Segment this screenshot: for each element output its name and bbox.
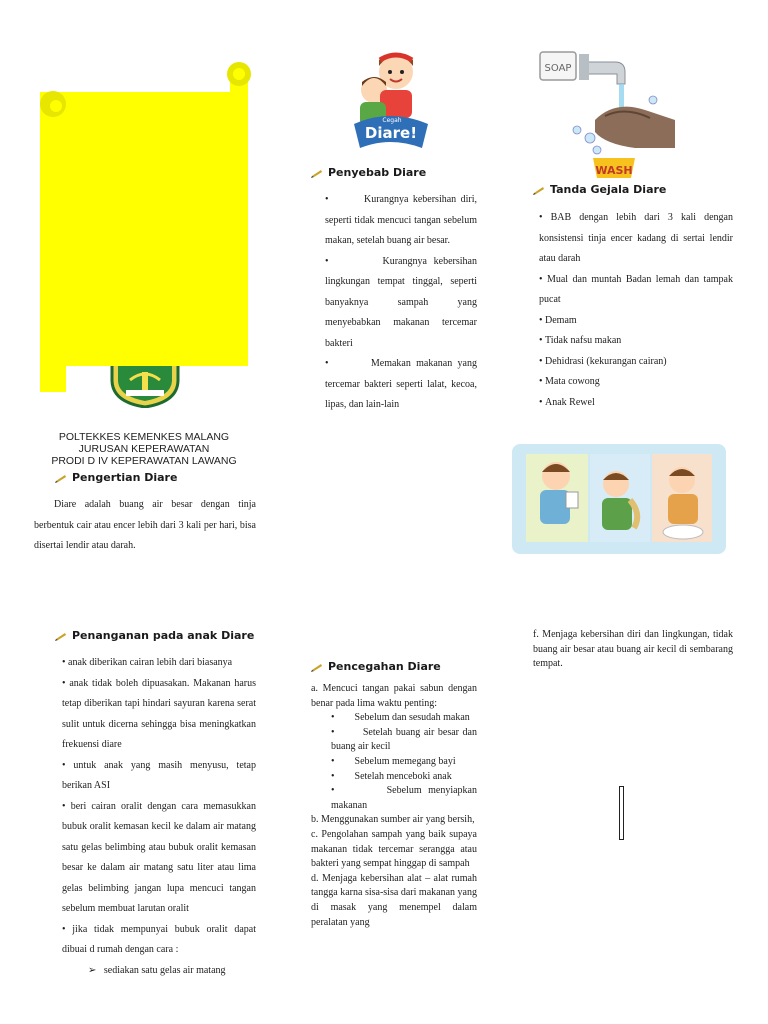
pen-icon: [533, 185, 545, 195]
sub-list-item: ➢ sediakan satu gelas air matang: [88, 964, 226, 976]
pengertian-text: Diare adalah buang air besar dengan tinja berbentuk cair atau encer lebih dari 3 kali per hari, bisa disertai lendir atau darah.: [34, 499, 256, 551]
penanganan-list: [62, 653, 256, 981]
logo-small-text: Cegah: [382, 117, 402, 124]
sick-child-illustration: [512, 444, 726, 554]
pencegahan-a: a. Mencuci tangan pakai sabun dengan benar pada lima waktu penting:: [311, 683, 477, 709]
penanganan-heading-text: Penanganan pada anak Diare: [72, 629, 255, 642]
pencegahan-heading-text: Pencegahan Diare: [328, 660, 441, 673]
pen-icon: [311, 168, 323, 178]
list-item: • Memakan makanan yang tercemar bakteri seperti lalat, kecoa, lipas, dan lain-lain: [325, 358, 477, 410]
pengertian-heading-text: Pengertian Diare: [72, 471, 178, 484]
penyebab-heading: [311, 166, 426, 179]
cegah-diare-logo: [340, 42, 440, 152]
list-item: • Setelah buang air besar dan buang air kecil: [331, 726, 477, 753]
penyebab-heading-text: Penyebab Diare: [328, 166, 427, 179]
gejala-heading: [533, 183, 666, 196]
list-item: • Sebelum memegang bayi: [331, 755, 456, 767]
pen-icon: [311, 662, 323, 672]
pen-icon: [55, 473, 67, 483]
list-item: • Dehidrasi (kekurangan cairan): [539, 355, 667, 367]
penanganan-heading: [55, 629, 254, 642]
list-item: • Mata cowong: [539, 376, 600, 387]
list-item: • Sebelum dan sesudah makan: [331, 712, 470, 724]
institution-line-2: JURUSAN KEPERAWATAN: [78, 443, 210, 455]
pencegahan-f: f. Menjaga kebersihan diri dan lingkungan, tidak buang air besar atau buang air kecil di sembarang tempat.: [533, 629, 733, 670]
pen-icon: [55, 631, 67, 641]
pencegahan-heading: [311, 660, 441, 673]
list-item: • Kurangnya kebersihan diri, seperti tidak mencuci tangan sebelum makan, setelah buang air besar.: [325, 194, 477, 246]
soap-label: SOAP: [544, 63, 572, 74]
penyebab-list: [325, 190, 477, 416]
list-item: • BAB dengan lebih dari 3 kali dengan konsistensi tinja encer kadang di sertai lendir atau darah: [539, 212, 733, 264]
list-item: • Demam: [539, 314, 577, 326]
list-item: • Mual dan muntah Badan lemah dan tampak pucat: [539, 273, 733, 305]
list-item: • beri cairan oralit dengan cara memasukkan bubuk oralit kemasan kecil ke dalam air matang satu gelas belimbing atau bubuk oralit kemasan besar ke dalam air matang satu liter atau lima gelas belimbing jangan lupa mencuci tangan sebelum membuat larutan oralit: [62, 800, 256, 914]
institution-line-3: PRODI D IV KEPERAWATAN LAWANG: [51, 455, 237, 467]
yellow-scroll-banner: [34, 62, 254, 398]
institution-line-1: POLTEKKES KEMENKES MALANG: [58, 431, 230, 443]
pencegahan-d: d. Menjaga kebersihan alat – alat rumah tangga karna sisa-sisa dari makanan yang di masak yang menempel dalam peralatan yang: [311, 872, 477, 928]
list-item: • anak diberikan cairan lebih dari biasanya: [62, 657, 233, 668]
list-item: • Setelah menceboki anak: [331, 770, 452, 782]
list-item: • Sebelum menyiapkan makanan: [331, 785, 477, 811]
pencegahan-b: b. Menggunakan sumber air yang bersih,: [311, 814, 475, 826]
text-cursor-box: [619, 786, 624, 840]
gejala-heading-text: Tanda Gejala Diare: [550, 183, 667, 196]
list-item: • untuk anak yang masih menyusu, tetap berikan ASI: [62, 759, 256, 791]
wash-label: WASH: [595, 164, 633, 177]
pencegahan-content: [311, 682, 477, 930]
list-item: • anak tidak boleh dipuasakan. Makanan harus tetap diberikan tapi hindari sayuran karena serat sulit untuk dicerna sehingga bisa meningkatkan frekuensi diare: [62, 677, 256, 750]
pengertian-heading: [55, 471, 177, 484]
handwash-illustration: [535, 40, 685, 180]
institution-block: [34, 431, 254, 467]
list-item: • Kurangnya kebersihan lingkungan tempat tinggal, seperti banyaknya sampah yang menyebabkan makanan tercemar bakteri: [325, 255, 477, 349]
pencegahan-c: c. Pengolahan sampah yang baik supaya makanan tidak tercemar serangga atau bakteri yang sempat hinggap di sampah: [311, 828, 477, 870]
list-item: • Anak Rewel: [539, 396, 595, 408]
gejala-list: [539, 208, 733, 413]
logo-text: Diare!: [364, 124, 418, 142]
pencegahan-a-list: [311, 711, 477, 813]
list-item: • Tidak nafsu makan: [539, 335, 622, 346]
list-item: • jika tidak mempunyai bubuk oralit dapat dibuai d rumah dengan cara :: [62, 923, 256, 955]
